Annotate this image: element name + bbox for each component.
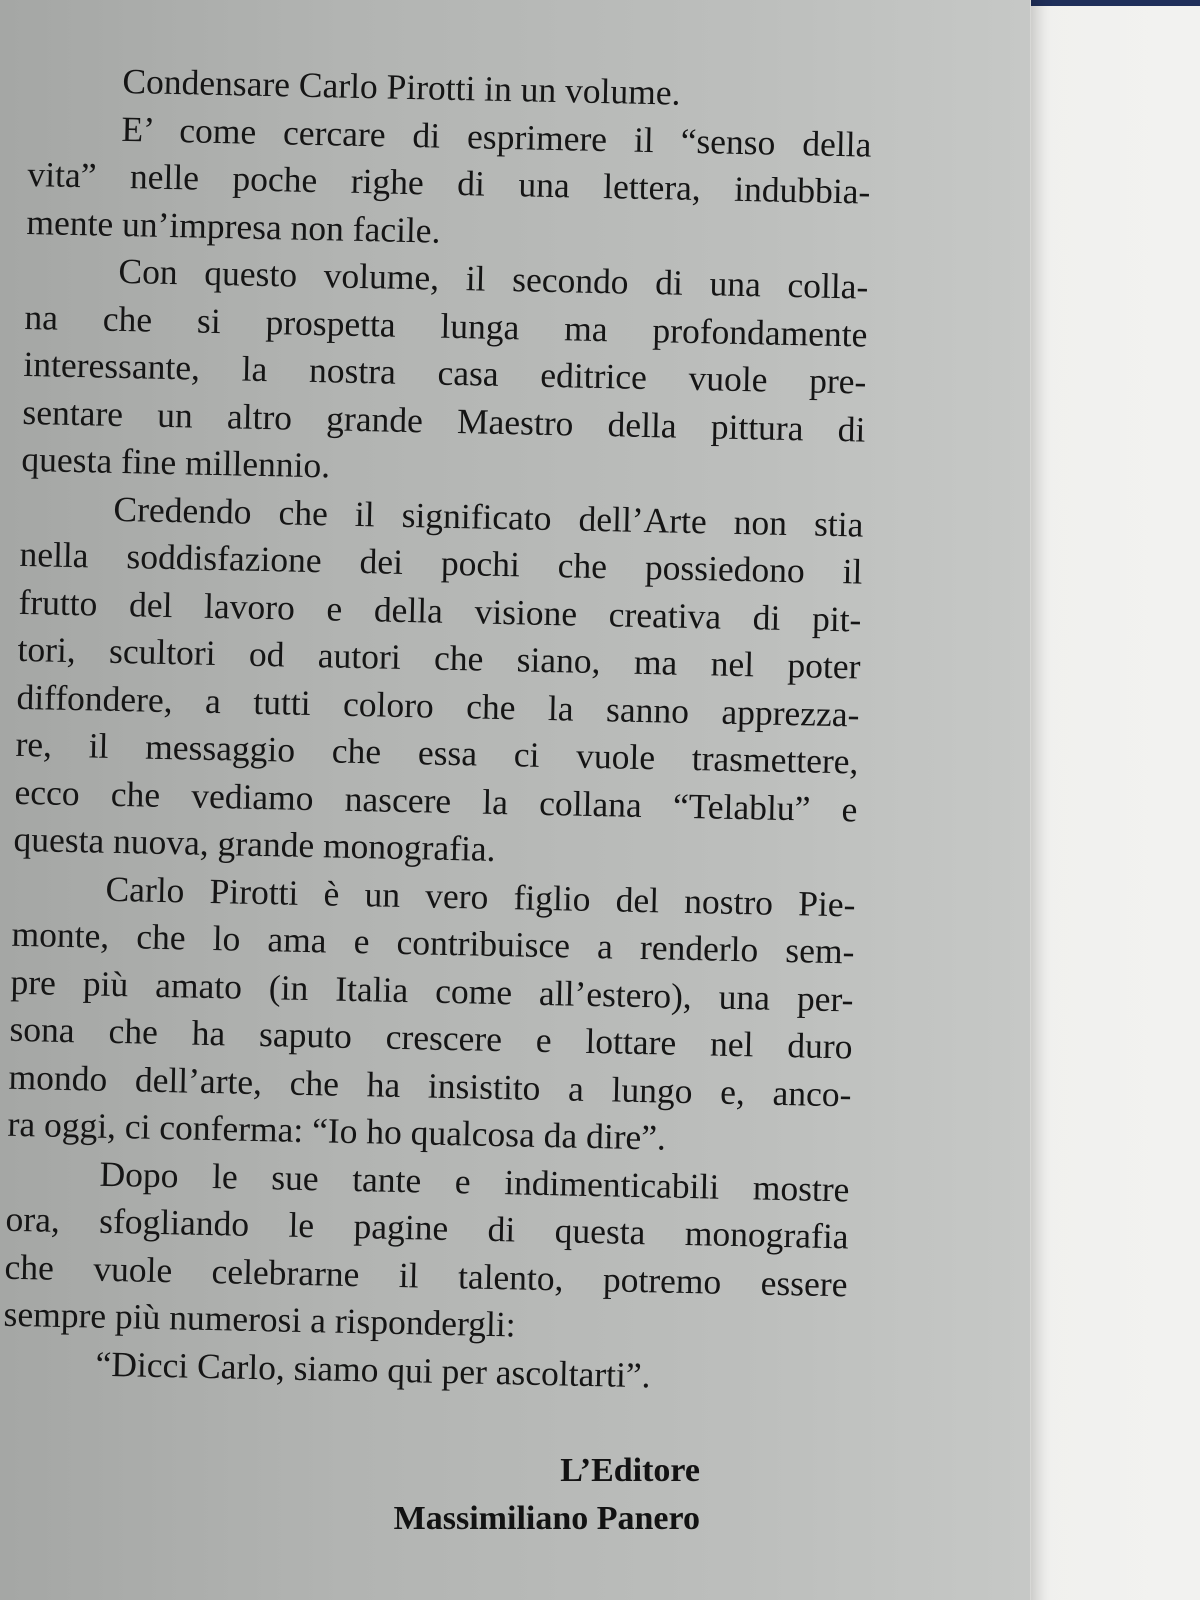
text-line: mente un’impresa non facile.: [26, 201, 441, 251]
text-line: tori, scultori od autori che siano, ma nel poter: [17, 628, 861, 687]
signature-name: Massimiliano Panero: [393, 1500, 700, 1537]
text-line: Dopo le sue tante e indimenticabili mostre: [99, 1153, 850, 1209]
text-line: E’ come cercare di esprimere il “senso della: [121, 108, 872, 165]
text-line: diffondere, a tutti coloro che la sanno apprezza-: [16, 676, 860, 735]
text-line: mondo dell’arte, che ha insistito a lungo e, anco-: [8, 1056, 852, 1114]
text-line: nella soddisfazione dei pochi che possiedono il: [19, 533, 863, 592]
text-line: sona che ha saputo crescere e lottare nel duro: [9, 1008, 853, 1067]
text-line: Condensare Carlo Pirotti in un volume.: [122, 60, 681, 113]
text-line: questa nuova, grande monografia.: [13, 818, 496, 869]
text-line: re, il messaggio che essa ci vuole trasmettere,: [15, 723, 859, 782]
text-line: monte, che lo ama e contribuisce a renderlo sem-: [11, 913, 855, 972]
book-cover-edge: [1010, 0, 1200, 6]
text-line: Con questo volume, il secondo di una colla-: [118, 250, 869, 307]
text-line: sempre più numerosi a rispondergli:: [3, 1293, 516, 1345]
text-line: Carlo Pirotti è un vero figlio del nostro Pie-: [105, 868, 856, 924]
text-line: questa fine millennio.: [21, 438, 331, 486]
text-line: ra oggi, ci conferma: “Io ho qualcosa da dire”.: [7, 1103, 667, 1158]
text-line: frutto del lavoro e della visione creativa di pit-: [18, 581, 862, 640]
signature-role: L’Editore: [560, 1452, 700, 1489]
text-line: Credendo che il significato dell’Arte non stia: [113, 488, 864, 545]
text-line: ora, sfogliando le pagine di questa monografia: [5, 1198, 849, 1257]
text-line: ecco che vediamo nascere la collana “Telablu” e: [14, 771, 858, 829]
preface-text: [2, 56, 873, 1403]
text-line: “Dicci Carlo, siamo qui per ascoltarti”.: [95, 1343, 651, 1395]
text-line: sentare un altro grande Maestro della pittura di: [22, 391, 866, 450]
text-line: interessante, la nostra casa editrice vuole pre-: [23, 343, 867, 402]
text-line: pre più amato (in Italia come all’estero), una per-: [10, 961, 854, 1019]
text-line: che vuole celebrarne il talento, potremo essere: [4, 1246, 848, 1304]
text-line: na che si prospetta lunga ma profondamente: [24, 296, 868, 355]
text-line: vita” nelle poche righe di una lettera, indubbia-: [27, 153, 871, 212]
